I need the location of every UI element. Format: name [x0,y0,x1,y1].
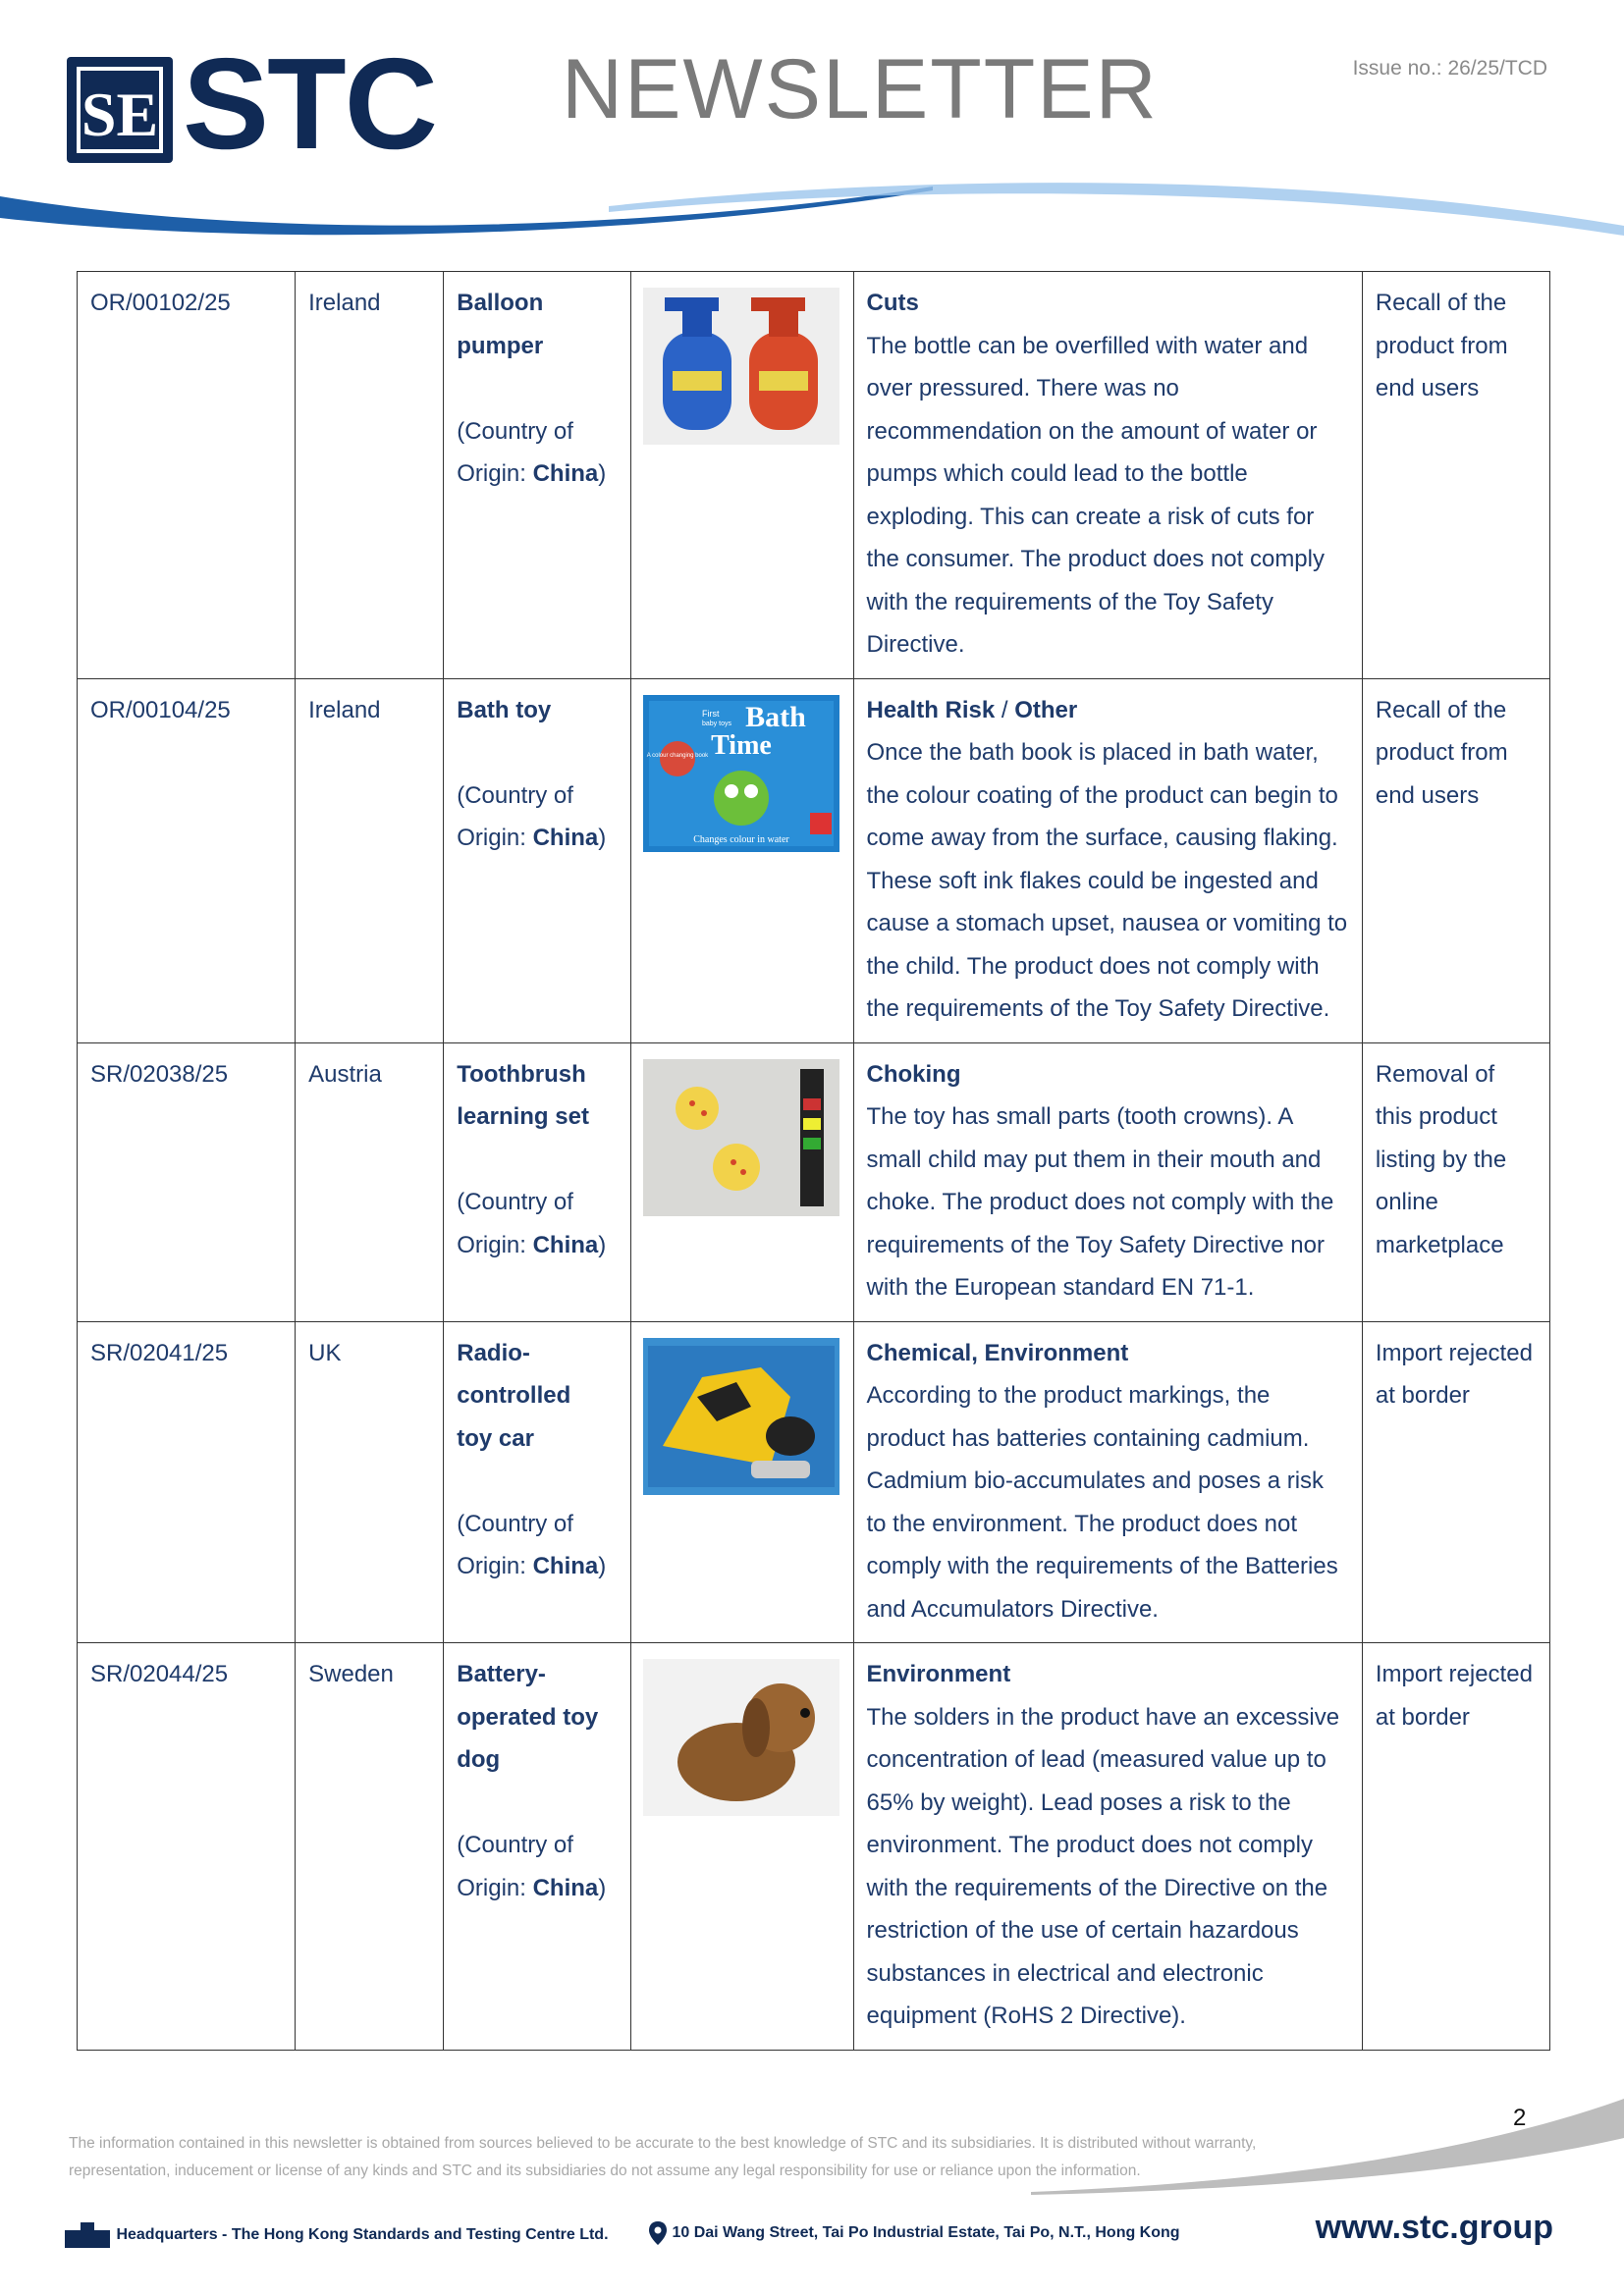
origin-suffix: ) [598,460,607,487]
table-row [78,1321,1550,1643]
rapex-table [77,271,1550,2051]
country-cell [296,1321,444,1643]
product-name: learning set [457,1103,589,1130]
origin-label: Origin: [457,1231,533,1258]
product-image-cell [631,272,853,679]
product-cell [444,678,631,1042]
website-link[interactable]: www.stc.group [1315,2209,1553,2246]
header [0,0,1624,255]
product-image-cell [631,1643,853,2051]
disclaimer: The information contained in this newsletter is obtained from sources believed to be accurate to the best knowledge of STC and its subsidiaries. It is distributed without warranty, representation, inducement or license of any kinds and STC and its subsidiaries do not assume any legal responsibility for use or reliance upon the information. [69,2135,1257,2179]
origin-suffix: ) [598,825,607,851]
risk-cell [853,1643,1362,2051]
header-swoosh-icon [0,177,1624,255]
country-cell [296,1643,444,2051]
product-name: operated toy [457,1703,599,1731]
table-row [78,272,1550,679]
origin-prefix: (Country of [457,417,573,445]
svg-text:First: First [702,708,720,719]
toy-dog-photo [643,1659,840,1816]
reference-cell [78,678,296,1042]
origin-prefix: (Country of [457,1189,573,1215]
measure-cell [1362,1321,1549,1643]
reference-cell [78,1643,296,2051]
notifying-country: Austria [308,1060,382,1088]
svg-text:baby toys: baby toys [702,720,732,727]
address-text: 10 Dai Wang Street, Tai Po Industrial Estate, Tai Po, N.T., Hong Kong [672,2224,1180,2242]
country-cell [296,272,444,679]
table-row [78,1643,1550,2051]
origin-country: China [532,1553,599,1579]
svg-text:Changes colour in water: Changes colour in water [693,833,790,845]
toothbrush-set-photo [643,1059,840,1216]
measure-cell [1362,1042,1549,1321]
risk-cell [853,272,1362,679]
product-cell [444,1042,631,1321]
origin-country: China [532,825,599,851]
notifying-country: Ireland [308,290,381,316]
origin-label: Origin: [457,460,533,487]
origin-suffix: ) [598,1874,607,1901]
risk-title: Choking [866,1060,961,1088]
product-name: toy car [457,1424,534,1452]
risk-description: According to the product markings, the product has batteries containing cadmium. Cadmium bio-accumulates and poses a risk to the environment. The product does not comply with the requirements of the Batteries and Accumulators Directive. [866,1382,1338,1623]
product-name: Toothbrush [457,1060,586,1088]
newsletter-title: NEWSLETTER [562,42,1159,136]
issue-number: Issue no.: 26/25/TCD [1352,57,1547,80]
svg-text:Bath: Bath [745,700,807,733]
notifying-country: UK [308,1339,342,1366]
product-name: dog [457,1746,501,1773]
origin-label: Origin: [457,1874,533,1901]
product-name: Radio- [457,1339,530,1366]
risk-title: Cuts [866,290,919,316]
risk-description: The toy has small parts (tooth crowns). A small child may put them in their mouth and choke. The product does not comply with the requirements of the Toy Safety Directive nor with the European standard EN 71-1. [866,1103,1334,1301]
location-pin-icon [648,2220,668,2246]
risk-description: The solders in the product have an excessive concentration of lead (measured value up to 65% by weight). Lead poses a risk to the environment. The product does not comply with the requirements of the Directive on the restriction of the use of certain hazardous substances in electrical and electronic equipment (RoHS 2 Directive). [866,1703,1340,2029]
svg-text:A colour changing book: A colour changing book [647,752,709,759]
headquarters-text: Headquarters - The Hong Kong Standards and Testing Centre Ltd. [116,2226,609,2244]
product-name: Bath toy [457,696,552,723]
rc-car-photo [643,1338,840,1495]
reference-cell [78,1042,296,1321]
bath-book-photo [643,695,840,852]
risk-title-separator: / [995,696,1015,723]
measures-taken: Import rejected at border [1375,1661,1533,1731]
origin-suffix: ) [598,1231,607,1258]
measures-taken: Recall of the product from end users [1375,290,1508,401]
headquarters [63,2220,609,2250]
stc-logo-icon [67,57,173,163]
product-cell [444,1321,631,1643]
origin-label: Origin: [457,1553,533,1579]
product-image-cell [631,678,853,1042]
reference-cell [78,272,296,679]
reference-cell [78,1321,296,1643]
table-row [78,678,1550,1042]
reference-number: SR/02038/25 [90,1060,229,1088]
measures-taken: Import rejected at border [1375,1339,1533,1409]
origin-prefix: (Country of [457,781,573,809]
product-cell [444,1643,631,2051]
reference-number: SR/02044/25 [90,1661,229,1687]
product-image-cell [631,1042,853,1321]
origin-country: China [532,460,599,487]
product-cell [444,272,631,679]
risk-title: Environment [866,1661,1011,1687]
product-name: pumper [457,332,544,359]
page-number: 2 [1513,2105,1527,2131]
origin-prefix: (Country of [457,1832,573,1858]
logo-text: STC [183,31,436,176]
notifying-country: Ireland [308,696,381,723]
measures-taken: Recall of the product from end users [1375,696,1508,809]
risk-cell [853,1321,1362,1643]
risk-description: The bottle can be overfilled with water and over pressured. There was no recommendation on the amount of water or pumps which could lead to the bottle exploding. This can create a risk of cuts for the consumer. The product does not comply with the requirements of the Toy Safety Directive. [866,332,1325,658]
svg-text:Time: Time [711,729,773,761]
product-image-cell [631,1321,853,1643]
origin-label: Origin: [457,825,533,851]
risk-title-2: Other [1014,696,1078,723]
risk-description: Once the bath book is placed in bath water, the colour coating of the product can begin to come away from the surface, causing flaking. These soft ink flakes could be ingested and cause a stomach upset, nausea or vomiting to the child. The product does not comply with the requirements of the Toy Safety Directive. [866,739,1348,1022]
origin-prefix: (Country of [457,1510,573,1537]
product-name: Battery- [457,1661,546,1687]
risk-cell [853,678,1362,1042]
risk-title: Chemical, Environment [866,1339,1129,1366]
svg-text:SE: SE [81,80,159,149]
risk-cell [853,1042,1362,1321]
product-name: Balloon [457,290,544,316]
origin-country: China [532,1231,599,1258]
country-cell [296,678,444,1042]
measure-cell [1362,1643,1549,2051]
product-name: controlled [457,1382,571,1409]
measure-cell [1362,272,1549,679]
country-cell [296,1042,444,1321]
reference-number: OR/00104/25 [90,696,231,723]
measures-taken: Removal of this product listing by the online marketplace [1375,1060,1507,1258]
address [648,2220,1180,2246]
reference-number: SR/02041/25 [90,1339,229,1366]
reference-number: OR/00102/25 [90,290,231,316]
risk-title: Health Risk [866,696,996,723]
measure-cell [1362,678,1549,1042]
table-row [78,1042,1550,1321]
origin-suffix: ) [598,1553,607,1579]
balloon-pumper-photo [643,288,840,445]
building-icon [63,2220,112,2250]
notifying-country: Sweden [308,1661,394,1687]
origin-country: China [532,1874,599,1901]
